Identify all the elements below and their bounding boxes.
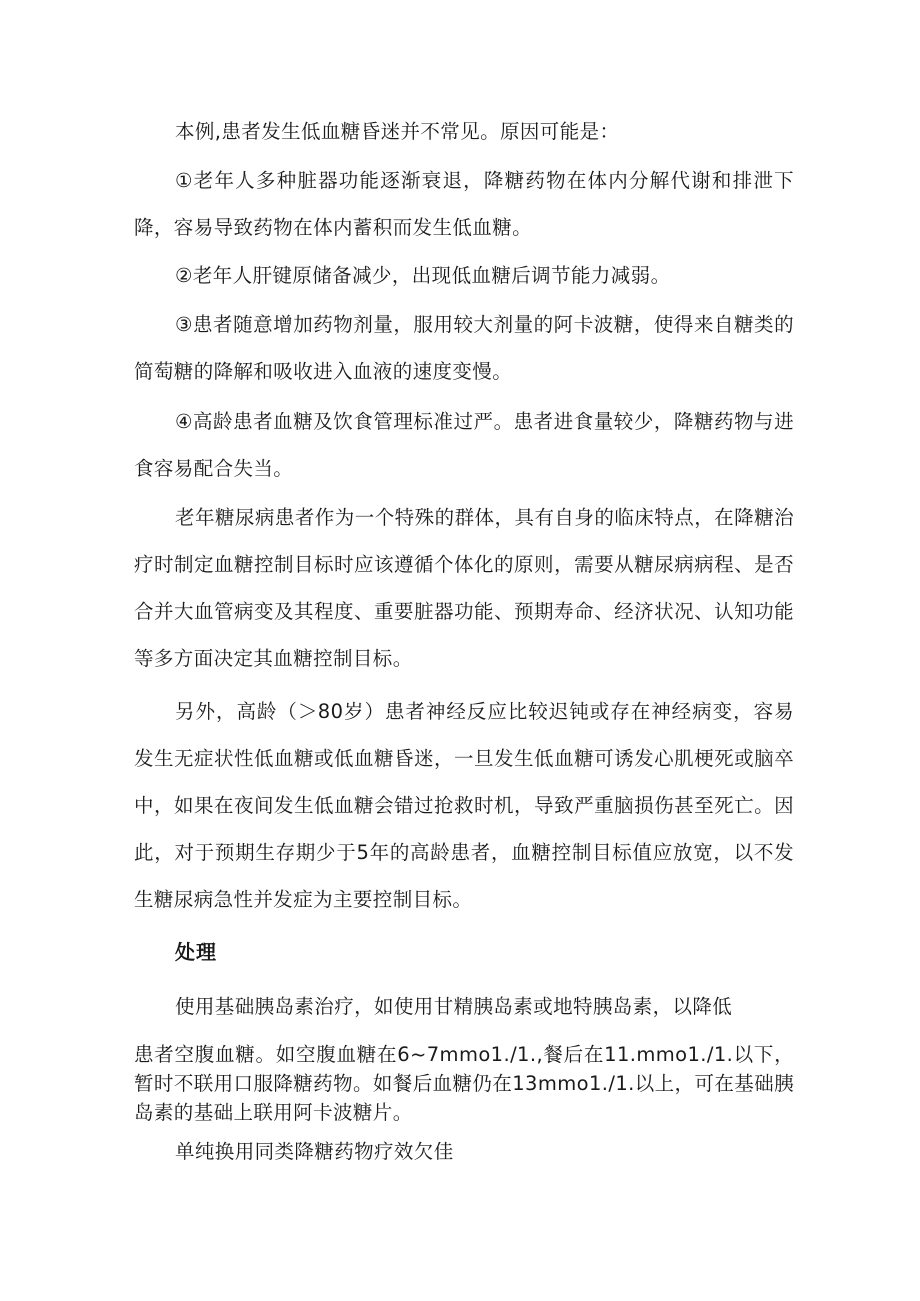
paragraph-reason-2: ②老年人肝键原储备减少，出现低血糖后调节能力减弱。 [175, 264, 671, 287]
paragraph-elderly-goals: 老年糖尿病患者作为一个特殊的群体，具有自身的临床特点，在降糖治疗时制定血糖控制目标时应该遵循个体化的原则，需要从糖尿病病程、是否合并大血管病变及其程度、重要脏器功能、预期寿命、经济状况、认知功能等多方面决定其血糖控制目标。 [134, 506, 794, 670]
paragraph-hypoglycemia-risk: 另外，高龄（＞80岁）患者神经反应比较迟钝或存在神经病变，容易发生无症状性低血糖或低血糖昏迷，一旦发生低血糖可诱发心肌梗死或脑卒中，如果在夜间发生低血糖会错过抢救时机，导致严重脑损伤甚至死亡。因此，对于预期生存期少于5年的高龄患者，血糖控制目标值应放宽，以不发生糖尿病急性并发症为主要控制目标。 [134, 700, 794, 911]
paragraph-treatment-detail: 患者空腹血糖。如空腹血糖在6~7mmo1./1.,餐后在11.mmo1./1.以下，暂时不联用口服降糖药物。如餐后血糖仍在13mmo1./1.以上，可在基础胰岛素的基础上联用阿卡波糖片。 [134, 1043, 794, 1124]
paragraph-closing-line: 单纯换用同类降糖药物疗效欠佳 [175, 1140, 454, 1163]
paragraph-treatment-intro: 使用基础胰岛素治疗，如使用甘精胰岛素或地特胰岛素，以降低 [175, 995, 733, 1018]
paragraph-reason-1: ①老年人多种脏器功能逐渐衰退，降糖药物在体内分解代谢和排泄下降，容易导致药物在体内蓄积而发生低血糖。 [134, 169, 794, 239]
paragraph-reason-3: ③患者随意增加药物剂量，服用较大剂量的阿卡波糖，使得来自糖类的简萄糖的降解和吸收进入血液的速度变慢。 [134, 313, 794, 383]
paragraph-reason-4: ④高龄患者血糖及饮食管理标准过严。患者进食量较少，降糖药物与进食容易配合失当。 [134, 410, 794, 480]
section-heading-treatment: 处理 [175, 940, 217, 964]
paragraph-intro: 本例,患者发生低血糖昏迷并不常见。原因可能是： [175, 120, 620, 143]
